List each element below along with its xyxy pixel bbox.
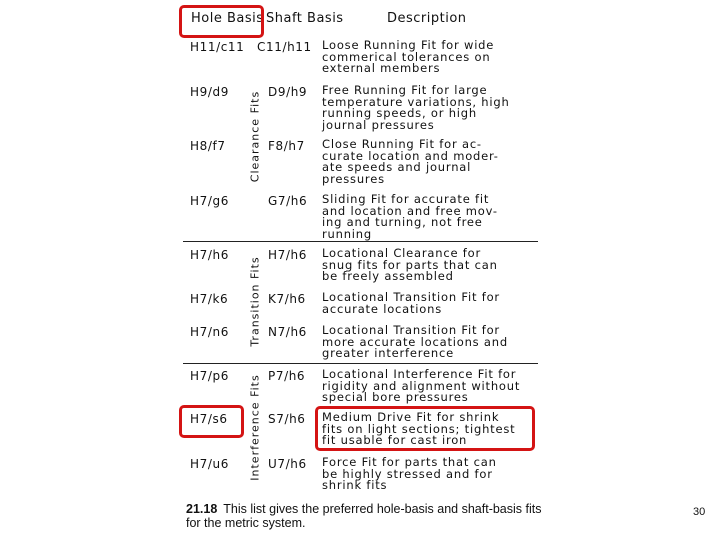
group-label-transition: Transition Fits (248, 256, 262, 347)
description-cell: Loose Running Fit for wide commerical tolerances on external members (322, 38, 495, 75)
shaft-basis-cell: D9/h9 (268, 85, 308, 99)
shaft-basis-cell: P7/h6 (268, 369, 306, 383)
description-cell: Force Fit for parts that can be highly stressed and for shrink fits (322, 455, 497, 492)
header-hole-basis: Hole Basis (191, 11, 264, 26)
shaft-basis-cell: F8/h7 (268, 139, 305, 153)
group-label-clearance: Clearance Fits (248, 90, 262, 183)
group-label-interference: Interference Fits (248, 374, 262, 481)
shaft-basis-cell: C11/h11 (257, 40, 312, 54)
description-cell: Locational Clearance for snug fits for parts that can be freely assembled (322, 246, 498, 283)
shaft-basis-cell: N7/h6 (268, 325, 307, 339)
shaft-basis-cell: S7/h6 (268, 412, 306, 426)
hole-basis-cell: H8/f7 (190, 139, 226, 153)
hole-basis-cell: H9/d9 (190, 85, 229, 99)
page-number: 30 (693, 506, 706, 518)
shaft-basis-cell: U7/h6 (268, 457, 307, 471)
hole-basis-cell: H7/p6 (190, 369, 229, 383)
header-description: Description (387, 11, 467, 26)
hole-basis-cell: H11/c11 (190, 40, 245, 54)
header-shaft-basis: Shaft Basis (266, 11, 344, 26)
highlight-h7-s6 (179, 405, 244, 438)
description-cell: Locational Interference Fit for rigidity and alignment without special bore pressures (322, 367, 521, 404)
group-divider-2 (183, 363, 538, 364)
shaft-basis-cell: H7/h6 (268, 248, 307, 262)
hole-basis-cell: H7/k6 (190, 292, 229, 306)
caption-text: This list gives the preferred hole-basis and shaft-basis fits for the metric system. (186, 502, 542, 530)
highlight-medium-drive-fit (315, 406, 535, 451)
caption-number: 21.18 (186, 502, 218, 516)
group-divider-1 (183, 241, 538, 242)
hole-basis-cell: H7/s6 (190, 412, 228, 426)
figure-caption (186, 502, 546, 530)
hole-basis-cell: H7/u6 (190, 457, 229, 471)
description-cell: Free Running Fit for large temperature variations, high running speeds, or high journal pressures (322, 83, 510, 132)
hole-basis-cell: H7/g6 (190, 194, 229, 208)
description-cell: Locational Transition Fit for more accurate locations and greater interference (322, 323, 508, 360)
description-cell: Medium Drive Fit for shrink fits on light sections; tightest fit usable for cast iron (322, 410, 516, 447)
description-cell: Close Running Fit for ac- curate location and moder- ate speeds and journal pressures (322, 137, 499, 186)
shaft-basis-cell: K7/h6 (268, 292, 306, 306)
shaft-basis-cell: G7/h6 (268, 194, 308, 208)
hole-basis-cell: H7/h6 (190, 248, 229, 262)
description-cell: Sliding Fit for accurate fit and location and free mov- ing and turning, not free running (322, 192, 498, 241)
highlight-hole-basis-header (179, 5, 264, 38)
hole-basis-cell: H7/n6 (190, 325, 229, 339)
description-cell: Locational Transition Fit for accurate locations (322, 290, 500, 316)
